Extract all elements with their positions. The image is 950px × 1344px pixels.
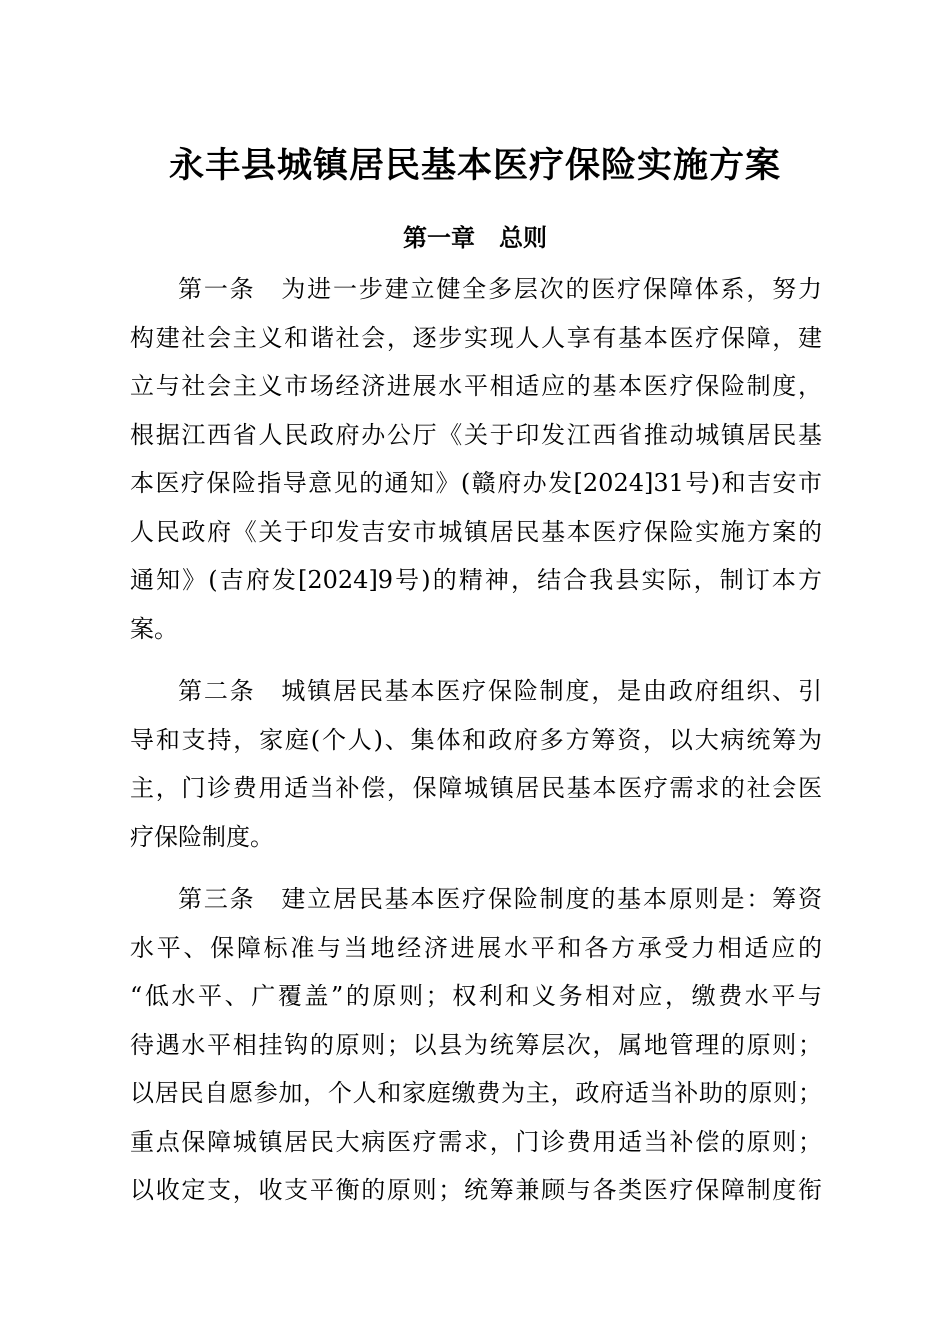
- text-line: 通知》(吉府发[2024]9号)的精神，结合我县实际，制订本方: [130, 566, 822, 594]
- text-line: 第三条 建立居民基本医疗保险制度的基本原则是：筹资: [178, 885, 822, 913]
- text-line: 立与社会主义市场经济进展水平相适应的基本医疗保险制度，: [130, 372, 822, 400]
- text-line: 以收定支，收支平衡的原则；统筹兼顾与各类医疗保障制度衔: [130, 1176, 822, 1204]
- text-line: 第二条 城镇居民基本医疗保险制度，是由政府组织、引: [178, 677, 822, 705]
- text-line: “低水平、广覆盖”的原则；权利和义务相对应，缴费水平与: [130, 982, 822, 1010]
- text-line: 导和支持，家庭(个人)、集体和政府多方筹资，以大病统筹为: [130, 725, 822, 754]
- text-line: 人民政府《关于印发吉安市城镇居民基本医疗保险实施方案的: [130, 517, 822, 546]
- chapter-heading: 第一章 总则: [403, 224, 547, 252]
- text-line: 重点保障城镇居民大病医疗需求，门诊费用适当补偿的原则；: [130, 1127, 822, 1156]
- article-1-paragraph: [130, 265, 822, 653]
- text-line: 构建社会主义和谐社会，逐步实现人人享有基本医疗保障，建: [130, 323, 822, 352]
- text-line: 待遇水平相挂钩的原则；以县为统筹层次，属地管理的原则；: [130, 1030, 822, 1059]
- text-line: 疗保险制度。: [130, 822, 274, 851]
- text-line: 案。: [130, 614, 178, 643]
- text-line: 本医疗保险指导意见的通知》(赣府办发[2024]31号)和吉安市: [130, 469, 822, 497]
- text-line: 主，门诊费用适当补偿，保障城镇居民基本医疗需求的社会医: [130, 774, 822, 802]
- text-line: 第一条 为进一步建立健全多层次的医疗保障体系，努力: [178, 275, 822, 303]
- text-line: 根据江西省人民政府办公厅《关于印发江西省推动城镇居民基: [130, 420, 822, 449]
- article-3-paragraph: [130, 875, 822, 1215]
- paragraph-spacer: [130, 861, 822, 875]
- paragraph-spacer: [130, 653, 822, 667]
- document-body: [130, 265, 822, 1215]
- document-title: 永丰县城镇居民基本医疗保险实施方案: [168, 146, 781, 186]
- text-line: 以居民自愿参加，个人和家庭缴费为主，政府适当补助的原则；: [130, 1079, 822, 1107]
- article-2-paragraph: [130, 667, 822, 861]
- text-line: 水平、保障标准与当地经济进展水平和各方承受力相适应的: [130, 933, 822, 962]
